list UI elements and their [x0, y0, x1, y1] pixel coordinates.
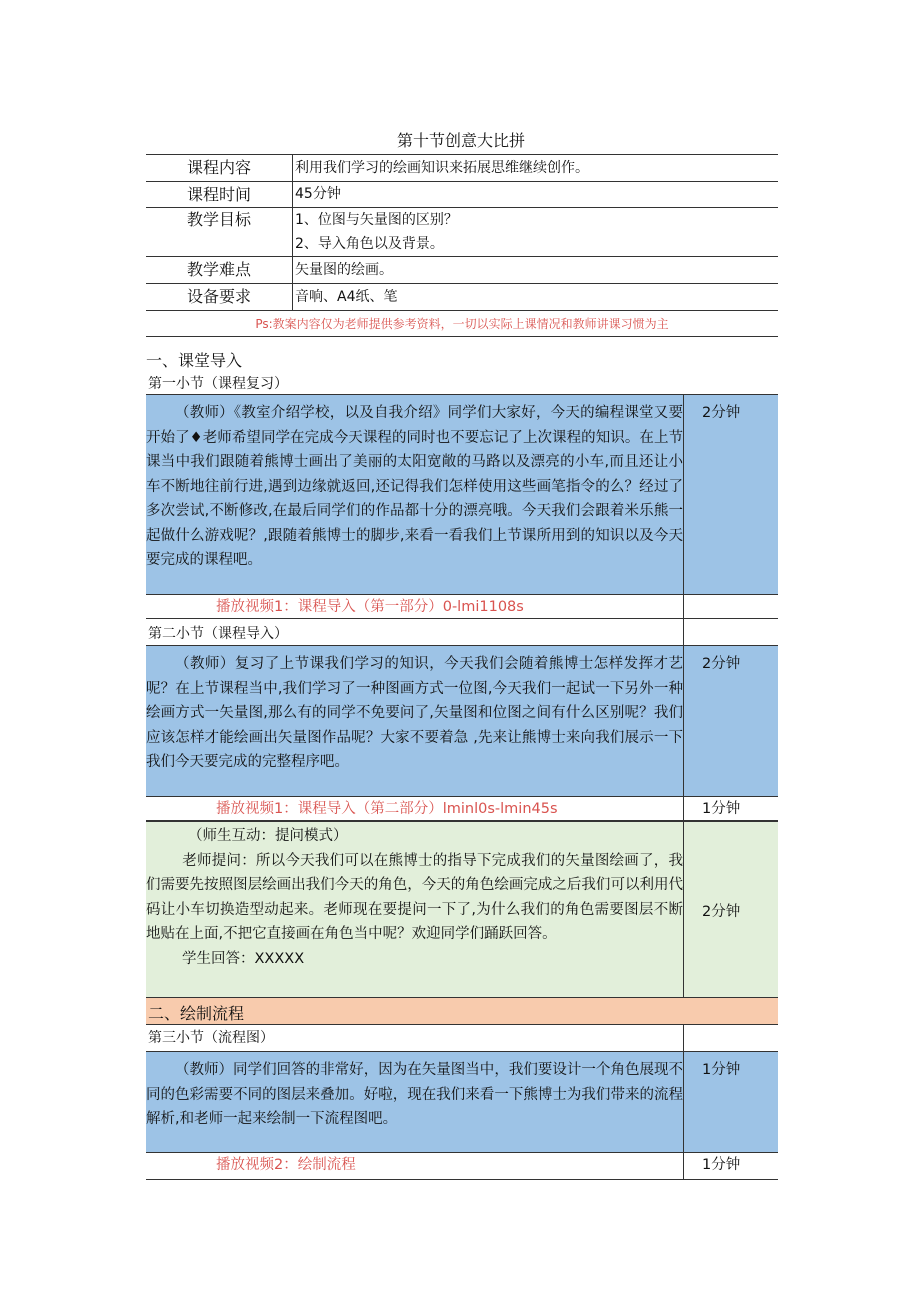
column-divider: [683, 1024, 684, 1051]
label-course-time: 课程时间: [146, 182, 293, 208]
value-course-time: 45分钟: [293, 182, 779, 208]
teacher-text: （教师）同学们回答的非常好，因为在矢量图当中，我们要设计一个角色展现不同的色彩需要不同的图层来叠加。好啦，现在我们来看一下熊博士为我们带来的流程解析,和老师一起来绘制一下流程图吧。: [146, 1062, 683, 1127]
video-duration: 1分钟: [683, 797, 778, 820]
interaction-text: 老师提问：所以今天我们可以在熊博士的指导下完成我们的矢量图绘画了，我们需要先按照图层绘画出我们今天的角色，今天的角色绘画完成之后我们可以利用代码让小车切换造型动起来。老师现在要提问一下了,为什么我们的角色需要图层不断地贴在上面,不把它直接画在角色当中呢？欢迎同学们踊跃回答。: [146, 852, 683, 942]
teacher-block: [146, 394, 778, 594]
section-heading: 二、绘制流程: [148, 1004, 245, 1023]
label-equipment: 设备要求: [146, 284, 293, 311]
teacher-block: [146, 645, 778, 796]
info-row-goals: [146, 208, 778, 257]
interaction-block: [146, 821, 778, 997]
value-equipment: 音响、A4纸、笔: [293, 284, 779, 311]
video-duration: [683, 595, 778, 618]
interaction-title: （师生互动：提问模式）: [188, 828, 348, 844]
video-row: [146, 1152, 778, 1180]
value-goals: [293, 208, 779, 257]
teacher-text: （教师）《教室介绍学校，以及自我介绍》同学们大家好，今天的编程课堂又要开始了♦老师希望同学在完成今天课程的同时也不要忘记了上次课程的知识。在上节课当中我们跟随着熊博士画出了美丽的太阳宽敞的马路以及漂亮的小车,而且还让小车不断地往前行进,遇到边缘就返回,还记得我们怎样使用这些画笔指令的么？经过了多次尝试,不断修改,在最后同学们的作品都十分的漂亮哦。今天我们会跟着米乐熊一起做什么游戏呢？,跟随着熊博士的脚步,来看一看我们上节课所用到的知识以及今天要完成的课程吧。: [146, 405, 683, 568]
video-title: 播放视频1：课程导入（第二部分）lminl0s-lmin45s: [216, 801, 558, 817]
info-row-difficulty: [146, 257, 778, 284]
info-row-equipment: [146, 284, 778, 311]
value-difficulty: 矢量图的绘画。: [293, 257, 779, 284]
goal-item: 1、位图与矢量图的区别？: [295, 212, 458, 228]
column-divider: [683, 619, 684, 645]
value-course-content: 利用我们学习的绘画知识来拓展思维继续创作。: [293, 155, 779, 182]
goals-label-text: 教学目标: [186, 210, 251, 229]
teacher-block: [146, 1051, 778, 1152]
duration-cell: 1分钟: [683, 1052, 778, 1152]
duration-cell: 2分钟: [683, 646, 778, 796]
subsection-title: 第一小节（课程复习）: [148, 376, 288, 392]
video-duration: 1分钟: [683, 1153, 778, 1179]
info-row-time: [146, 182, 778, 208]
course-info-table: [146, 154, 778, 311]
section-heading: 一、课堂导入: [146, 351, 243, 370]
interaction-content: [146, 822, 683, 971]
section-header-bar: [146, 997, 778, 1024]
goal-item: 2、导入角色以及背景。: [295, 236, 444, 252]
student-answer: 学生回答：XXXXX: [182, 950, 305, 967]
label-goals: [146, 208, 293, 257]
label-course-content: 课程内容: [146, 155, 293, 182]
video-row: [146, 594, 778, 619]
reference-note: Ps:教案内容仅为老师提供参考资料，一切以实际上课情况和教师讲课习惯为主: [146, 312, 778, 337]
duration-cell: 2分钟: [683, 822, 778, 997]
video-row: [146, 796, 778, 821]
subsection-title: 第二小节（课程导入）: [148, 626, 288, 642]
subsection-title: 第三小节（流程图）: [148, 1030, 274, 1046]
page-title: 第十节创意大比拼: [396, 131, 525, 150]
info-row-content: [146, 155, 778, 182]
video-title: 播放视频1：课程导入（第一部分）0-lmi1108s: [216, 599, 524, 615]
label-difficulty: 教学难点: [146, 257, 293, 284]
teacher-text: （教师）复习了上节课我们学习的知识，今天我们会随着熊博士怎样发挥才艺呢？在上节课程当中,我们学习了一种图画方式一位图,今天我们一起试一下另外一种绘画方式一矢量图,那么有的同学不免要问了,矢量图和位图之间有什么区别呢？我们应该怎样才能绘画出矢量图作品呢？大家不要着急 ,先来让熊博士来向我们展示一下我们今天要完成的完整程序吧。: [146, 656, 683, 770]
video-title: 播放视频2：绘制流程: [216, 1157, 356, 1173]
duration-cell: 2分钟: [683, 395, 778, 594]
